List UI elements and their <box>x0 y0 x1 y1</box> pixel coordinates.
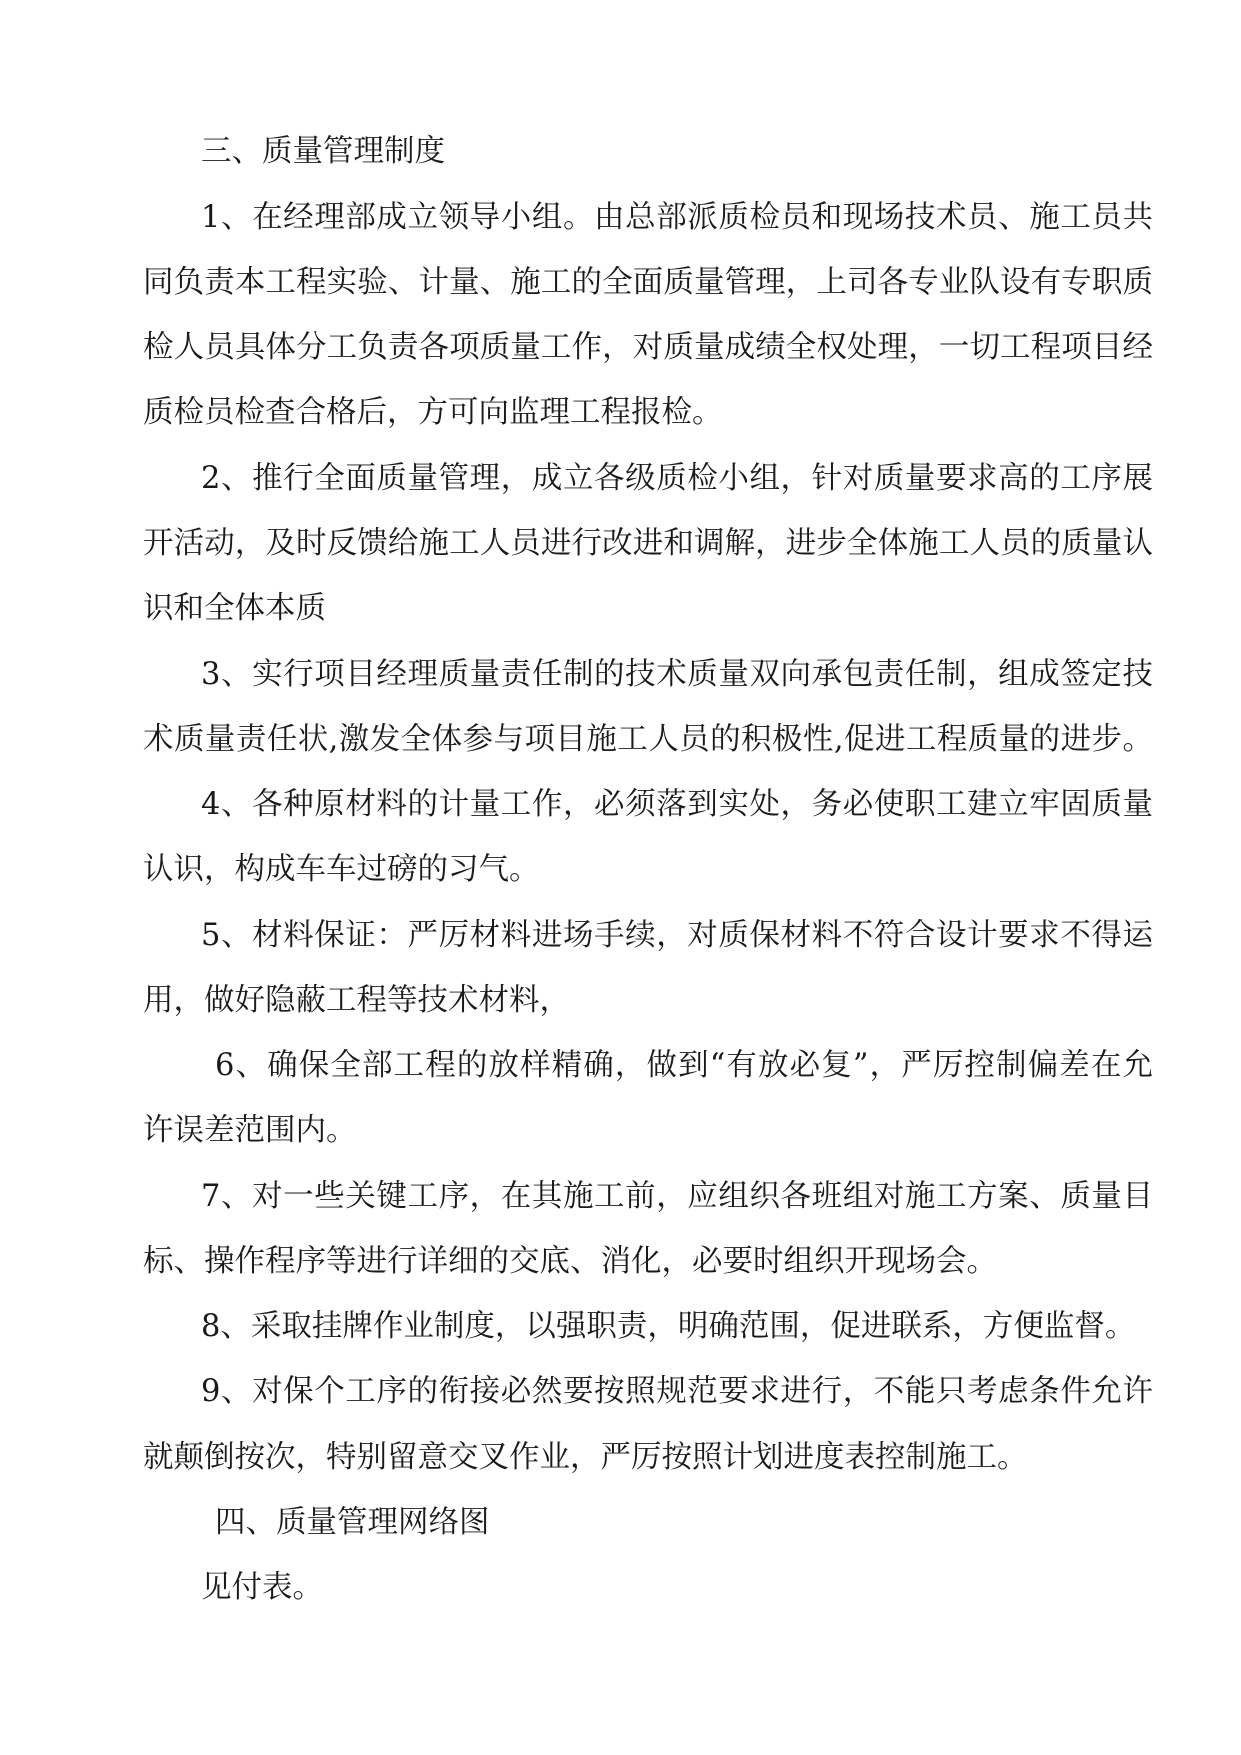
item-1-line-3: 检人员具体分工负责各项质量工作，对质量成绩全权处理，一切工程项目经 <box>143 330 1153 365</box>
section-heading-quality-system: 三、质量管理制度 <box>201 134 445 169</box>
item-1-line-2: 同负责本工程实验、计量、施工的全面质量管理，上司各专业队设有专职质 <box>143 265 1153 300</box>
section-heading-quality-network: 四、质量管理网络图 <box>215 1505 490 1540</box>
item-2-line-2: 开活动，及时反馈给施工人员进行改进和调解，进步全体施工人员的质量认 <box>143 526 1153 561</box>
item-2-line-3: 识和全体本质 <box>143 591 326 626</box>
item-6-line-1: 6、确保全部工程的放样精确，做到“有放必复”，严厉控制偏差在允 <box>215 1048 1153 1083</box>
item-8-line-1: 8、采取挂牌作业制度，以强职责，明确范围，促进联系，方便监督。 <box>201 1309 1136 1344</box>
item-1-line-4: 质检员检查合格后，方可向监理工程报检。 <box>143 395 723 430</box>
item-7-line-2: 标、操作程序等进行详细的交底、消化，必要时组织开现场会。 <box>143 1244 997 1279</box>
item-3-line-2: 术质量责任状,激发全体参与项目施工人员的积极性,促进工程质量的进步。 <box>143 722 1153 757</box>
item-3-line-1: 3、实行项目经理质量责任制的技术质量双向承包责任制，组成签定技 <box>201 657 1153 692</box>
item-9-line-1: 9、对保个工序的衔接必然要按照规范要求进行，不能只考虑条件允许 <box>201 1374 1153 1409</box>
item-7-line-1: 7、对一些关键工序，在其施工前，应组织各班组对施工方案、质量目 <box>201 1179 1153 1214</box>
item-6-line-2: 许误差范围内。 <box>143 1113 357 1148</box>
item-4-line-1: 4、各种原材料的计量工作，必须落到实处，务必使职工建立牢固质量 <box>201 787 1153 822</box>
attachment-note: 见付表。 <box>201 1570 323 1605</box>
item-4-line-2: 认识，构成车车过磅的习气。 <box>143 852 540 887</box>
item-9-line-2: 就颠倒按次，特别留意交叉作业，严厉按照计划进度表控制施工。 <box>143 1440 1028 1475</box>
item-5-line-2: 用，做好隐蔽工程等技术材料， <box>143 983 570 1018</box>
item-2-line-1: 2、推行全面质量管理，成立各级质检小组，针对质量要求高的工序展 <box>201 461 1153 496</box>
item-5-line-1: 5、材料保证：严厉材料进场手续，对质保材料不符合设计要求不得运 <box>201 918 1153 953</box>
item-1-line-1: 1、在经理部成立领导小组。由总部派质检员和现场技术员、施工员共 <box>201 200 1153 235</box>
